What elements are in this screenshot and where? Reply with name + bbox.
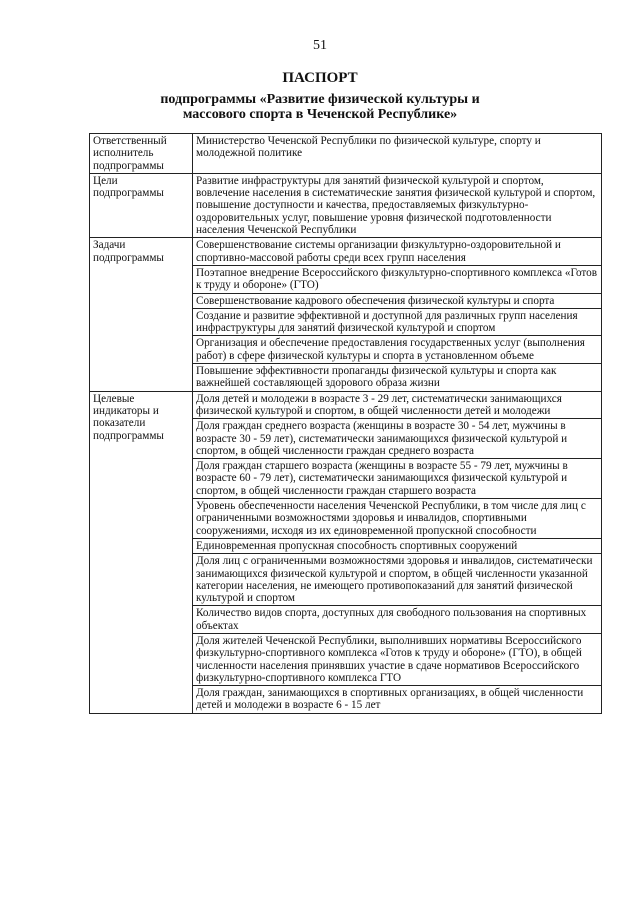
row-value: Развитие инфраструктуры для занятий физической культурой и спортом, вовлечение населения в систематические занятия физической культурой и спортом, повышение доступности и качества, предоставляемых физкультурно-оздоровительных услуг, повышение уровня физической подготовленности населения Чеченской Республики — [196, 174, 596, 237]
row-value: Создание и развитие эффективной и доступной для различных групп населения инфраструктуры для занятий физической культурой и спортом — [196, 309, 578, 335]
row-value-cell — [193, 606, 602, 634]
row-value-cell — [193, 686, 602, 714]
row-value: Организация и обеспечение предоставления государственных услуг (выполнения работ) в сфере физической культуры и спорта в установленном объеме — [196, 337, 585, 362]
table-row — [90, 173, 602, 237]
row-value: Доля граждан старшего возраста (женщины в возрасте 55 - 79 лет, мужчины в возрасте 60 - 79 лет), систематически занимающихся физической культурой и спортом, в общей численности граждан старшего возраста — [196, 460, 568, 497]
row-value: Министерство Чеченской Республики по физической культуре, спорту и молодежной политике — [196, 135, 541, 160]
table-row — [90, 391, 602, 419]
row-value-cell — [193, 419, 602, 459]
row-value: Совершенствование кадрового обеспечения физической культуры и спорта — [196, 294, 555, 307]
row-value: Доля граждан среднего возраста (женщины в возрасте 30 - 54 лет, мужчины в возрасте 30 - 59 лет), систематически занимающихся физической культурой и спортом, в общей численности граждан среднего возраста — [196, 420, 568, 457]
row-value: Доля граждан, занимающихся в спортивных организациях, в общей численности детей и молодежи в возрасте 6 - 15 лет — [196, 687, 584, 712]
page-number: 51 — [313, 38, 327, 53]
row-value: Единовременная пропускная способность спортивных сооружений — [196, 539, 518, 552]
row-value: Совершенствование системы организации физкультурно-оздоровительной и спортивно-массовой работы среди всех групп населения — [196, 239, 561, 264]
row-value-cell — [193, 238, 602, 266]
row-label-cell — [90, 391, 193, 713]
row-value-cell — [193, 538, 602, 553]
row-label: Ответственный исполнитель подпрограммы — [93, 135, 167, 172]
row-label: Цели подпрограммы — [93, 174, 164, 200]
row-label-cell — [90, 238, 193, 391]
row-value-cell — [193, 336, 602, 364]
row-label-cell — [90, 173, 193, 237]
passport-table — [89, 133, 602, 714]
row-value: Повышение эффективности пропаганды физической культуры и спорта как важнейшей составляющей здорового образа жизни — [196, 365, 557, 390]
row-value-cell — [193, 554, 602, 606]
row-value-cell — [193, 293, 602, 308]
row-value-cell — [193, 391, 602, 419]
row-value-cell — [193, 173, 602, 237]
row-label-cell — [90, 134, 193, 174]
row-value-cell — [193, 134, 602, 174]
document-subtitle: подпрограммы «Развитие физической культуры и массового спорта в Чеченской Республике» — [160, 92, 480, 122]
row-value: Количество видов спорта, доступных для свободного пользования на спортивных объектах — [196, 607, 587, 632]
row-value: Поэтапное внедрение Всероссийского физкультурно-спортивного комплекса «Готов к труду и обороне» (ГТО) — [196, 266, 598, 292]
row-label: Задачи подпрограммы — [93, 239, 164, 264]
row-value-cell — [193, 633, 602, 685]
row-value: Доля жителей Чеченской Республики, выполнивших нормативы Всероссийского физкультурно-спортивного комплекса «Готов к труду и обороне» (ГТО), в общей численности населения принявших участие в сдаче нормативов Всероссийского физкультурно-спортивного комплекса ГТО — [196, 634, 582, 684]
row-label: Целевые индикаторы и показатели подпрограммы — [93, 392, 164, 442]
row-value: Доля детей и молодежи в возрасте 3 - 29 лет, систематически занимающихся физической культурой и спортом, в общей численности детей и молодежи — [196, 392, 562, 417]
table-row — [90, 134, 602, 174]
row-value-cell — [193, 459, 602, 499]
row-value-cell — [193, 265, 602, 293]
row-value-cell — [193, 308, 602, 336]
row-value: Доля лиц с ограниченными возможностями здоровья и инвалидов, систематически занимающихся физической культурой и спортом, в общей численности указанной категории населения, не имеющего противопоказаний для занятий физической культурой и спортом — [196, 555, 593, 605]
row-value-cell — [193, 364, 602, 392]
row-value: Уровень обеспеченности населения Чеченской Республики, в том числе для лиц с ограниченными возможностями здоровья и инвалидов, спортивными сооружениями, исходя из их единовременной пропускной способности — [196, 500, 586, 537]
row-value-cell — [193, 499, 602, 539]
document-title: ПАСПОРТ — [282, 70, 358, 86]
table-row — [90, 238, 602, 266]
